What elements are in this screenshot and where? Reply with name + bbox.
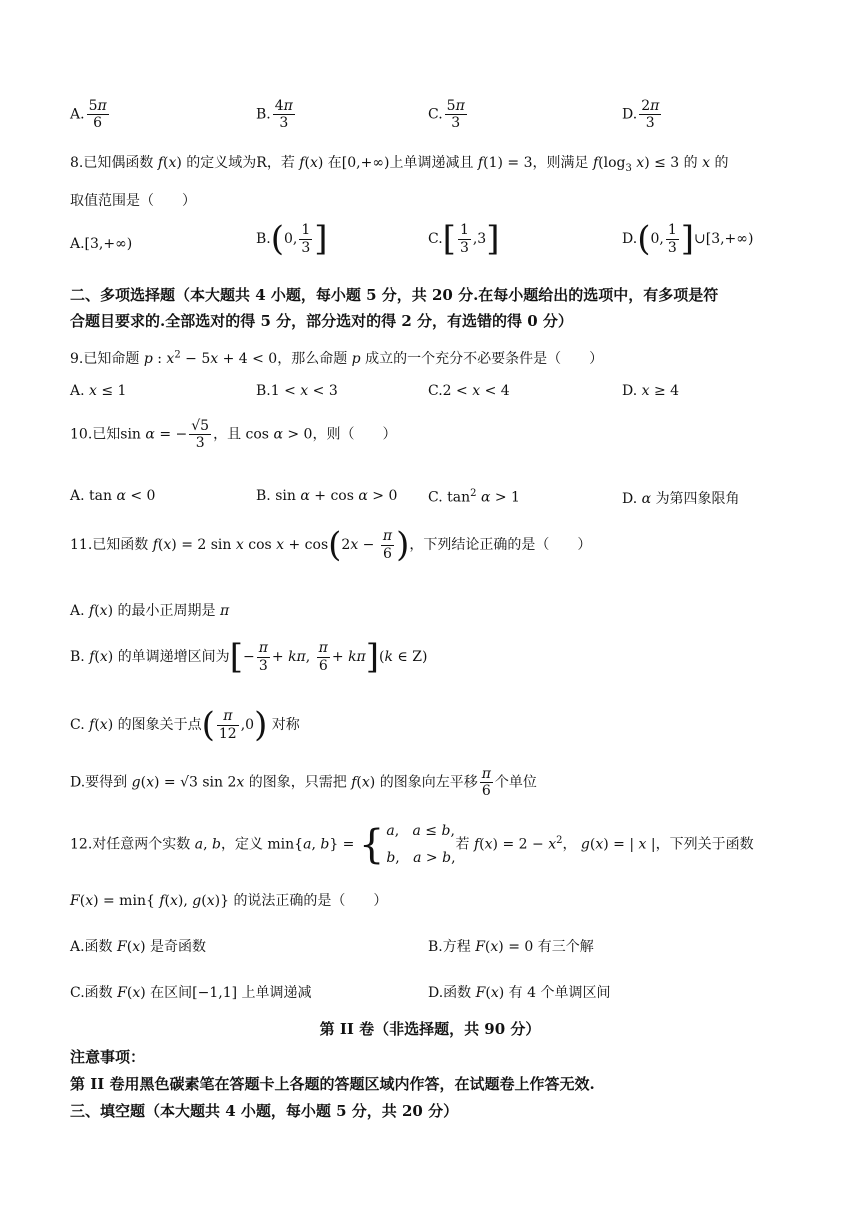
q11-option-c: C. f(x) 的图象关于点( $\frac{\pi}{12}$ ,0) 对称 xyxy=(70,705,300,745)
q12-option-b: B.方程 F(x) = 0 有三个解 xyxy=(428,939,594,955)
q11-option-a: A. f(x) 的最小正周期是 π xyxy=(70,603,230,619)
q7-option-a: A. $\frac{5\pi}{6}$ xyxy=(70,98,107,132)
q12-stem: 12.对任意两个实数 a, b，定义 min{a, b} = { a, a ≤ b, b, a > b, 若 $f(x) = 2 - x^2$， g(x) = | x |，下列关于函数 xyxy=(70,821,754,868)
q7-option-b: B. $\frac{4\pi}{3}$ xyxy=(256,98,293,132)
section3-heading: 三、填空题（本大题共 4 小题，每小题 5 分，共 20 分） xyxy=(70,1102,459,1120)
notice-title: 注意事项： xyxy=(70,1048,146,1066)
notice-text: 第 II 卷用黑色碳素笔在答题卡上各题的答题区域内作答，在试题卷上作答无效. xyxy=(70,1075,595,1093)
q8-option-a: A.[3,+∞) xyxy=(70,236,133,252)
q10-option-a: A. tan α < 0 xyxy=(70,488,156,504)
section2-heading-line1: 二、多项选择题（本大题共 4 小题，每小题 5 分，共 20 分.在每小题给出的选项中，有多项是符 xyxy=(70,286,719,304)
q9-stem: 9.已知命题 p : $x^2 - 5x + 4 < 0$，那么命题 p 成立的一个充分不必要条件是（ ） xyxy=(70,349,604,367)
q10-option-d: D. α 为第四象限角 xyxy=(622,491,740,507)
q8-stem: 8.已知偶函数 f(x) 的定义域为R，若 f(x) 在[0,+∞)上单调递减且 f(1) = 3，则满足 $f(\log_3$ x) ≤ 3 的 x 的 xyxy=(70,155,729,174)
q8-option-c: C.[ $\frac{1}{3}$ ,3] xyxy=(428,219,500,259)
q10-option-b: B. sin α + cos α > 0 xyxy=(256,488,398,504)
q11-option-d: D.要得到 g(x) = √3 sin 2x 的图象，只需把 f(x) 的图象向左平移 $\frac{\pi}{6}$ 个单位 xyxy=(70,766,537,800)
q11-option-b: B. f(x) 的单调递增区间为[− $\frac{\pi}{3}$ + kπ, $\frac{\pi}{6}$ + kπ](k ∈ Z) xyxy=(70,637,428,677)
q9-option-b: B.1 < x < 3 xyxy=(256,383,338,399)
q12-option-c: C.函数 F(x) 在区间[−1,1] 上单调递减 xyxy=(70,985,312,1001)
part2-title: 第 II 卷（非选择题，共 90 分） xyxy=(319,1020,541,1038)
q7-option-d: D. $\frac{2\pi}{3}$ xyxy=(622,98,660,132)
section2-heading-line2: 合题目要求的.全部选对的得 5 分，部分选对的得 2 分，有选错的得 0 分） xyxy=(70,312,573,330)
q12-option-a: A.函数 F(x) 是奇函数 xyxy=(70,939,207,955)
q10-option-c: C. $\tan^2 \alpha > 1$ xyxy=(428,488,520,506)
q8-option-b: B.(0, $\frac{1}{3}$ ] xyxy=(256,219,328,259)
q8-stem-line2: 取值范围是（ ） xyxy=(70,193,196,209)
q10-stem: 10.已知sin α = − $\frac{√5}{3}$ ，且 cos α > 0，则（ ） xyxy=(70,418,397,452)
q9-option-c: C.2 < x < 4 xyxy=(428,383,510,399)
q12-option-d: D.函数 F(x) 有 4 个单调区间 xyxy=(428,985,611,1001)
q9-option-a: A. x ≤ 1 xyxy=(70,383,127,399)
q9-option-d: D. x ≥ 4 xyxy=(622,383,680,399)
q12-stem-line2: F(x) = min{ f(x), g(x)} 的说法正确的是（ ） xyxy=(70,893,388,909)
q7-option-c: C. $\frac{5\pi}{3}$ xyxy=(428,98,465,132)
q8-option-d: D.(0, $\frac{1}{3}$ ]∪[3,+∞) xyxy=(622,219,754,259)
q11-stem: 11.已知函数 f(x) = 2 sin x cos x + cos(2x − $\frac{\pi}{6}$ )，下列结论正确的是（ ） xyxy=(70,525,592,565)
